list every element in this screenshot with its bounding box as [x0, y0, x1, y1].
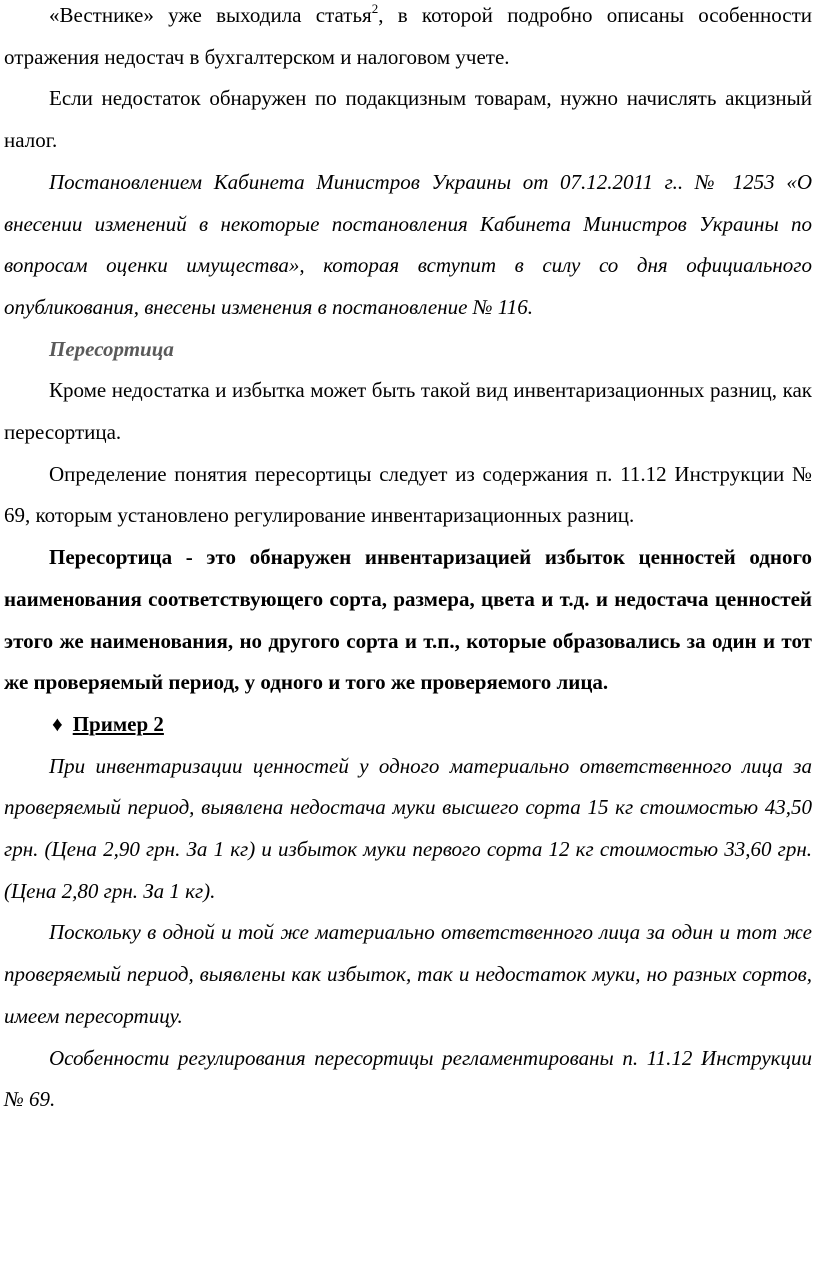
example-heading	[4, 704, 812, 746]
example-label: Пример 2	[72, 711, 164, 736]
paragraph-vestnik-article	[4, 0, 812, 78]
paragraph-regulation: Особенности регулирования пересортицы регламентированы п. 11.12 Инструкции № 69.	[4, 1045, 812, 1112]
footnote-reference[interactable]: 2	[371, 1, 379, 16]
paragraph-example-conclusion: Поскольку в одной и той же материально ответственного лица за один и тот же проверяемый период, выявлены как избыток, так и недостаток муки, но разных сортов, имеем пересортицу.	[4, 920, 812, 1028]
paragraph-definition: Пересортица - это обнаружен инвентаризацией избыток ценностей одного наименования соответствующего сорта, размера, цвета и т.д. и недостача ценностей этого же наименования, но другого сорта и т.п., которые образовались за один и тот же проверяемый период, у одного и того же проверяемого лица.	[4, 545, 812, 695]
diamond-bullet-icon: ♦	[52, 711, 63, 736]
paragraph-definition-source: Определение понятия пересортицы следует из содержания п. 11.12 Инструкции № 69, которым установлено регулирование инвентаризационных разниц.	[4, 461, 812, 528]
section-heading: Пересортица	[49, 336, 174, 361]
paragraph-text: «Вестнике» уже выходила статья	[49, 3, 372, 27]
paragraph-inventory-differences: Кроме недостатка и избытка может быть такой вид инвентаризационных разниц, как пересортица.	[4, 378, 812, 445]
paragraph-example-inventory: При инвентаризации ценностей у одного материально ответственного лица за проверяемый период, выявлена недостача муки высшего сорта 15 кг стоимостью 43,50 грн. (Цена 2,90 грн. За 1 кг) и избыток муки первого сорта 12 кг стоимостью 33,60 грн. (Цена 2,80 грн. За 1 кг).	[4, 753, 812, 903]
paragraph-resolution: Постановлением Кабинета Министров Украины от 07.12.2011 г.. № 1253 «О внесении изменений в некоторые постановления Кабинета Министров Украины по вопросам оценки имущества», которая вступит в силу со дня официального опубликования, внесены изменения в постановление № 116.	[4, 169, 812, 319]
paragraph-excise-tax: Если недостаток обнаружен по подакцизным товарам, нужно начислять акцизный налог.	[4, 86, 812, 153]
paragraph-text: , в которой подробно описаны особенности отражения недостач в бухгалтерском и налоговом учете.	[4, 3, 813, 69]
